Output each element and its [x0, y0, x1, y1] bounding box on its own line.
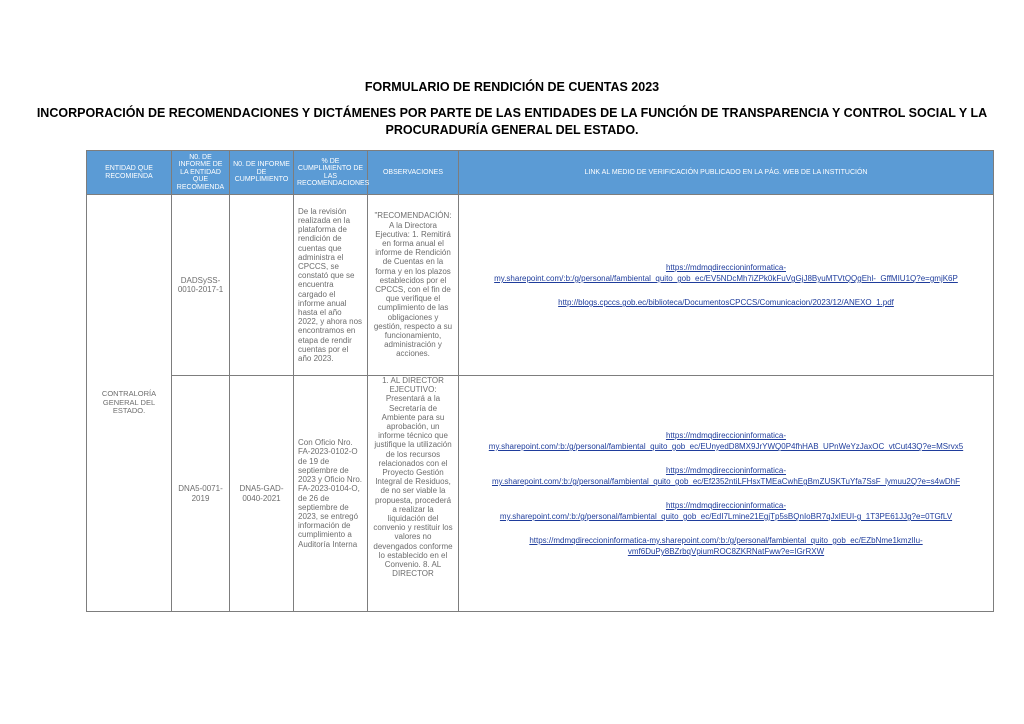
entity-cell: CONTRALORÍA GENERAL DEL ESTADO.	[87, 195, 172, 612]
recommendations-table	[86, 150, 994, 612]
link-line: https://mdmqdireccioninformatica-	[665, 431, 787, 440]
links-cell	[459, 376, 994, 612]
link-line: vmf6DuPy8BZrbqVpiumROC8ZKRNatFww?e=IGrRXW	[627, 547, 825, 556]
link-line: https://mdmqdireccioninformatica-	[665, 466, 787, 475]
header-observaciones: OBSERVACIONES	[368, 151, 459, 195]
table-row	[87, 376, 994, 612]
informe-entidad-cell: DNA5-0071-2019	[172, 376, 230, 612]
verification-link[interactable]	[461, 262, 991, 284]
link-line: https://mdmqdireccioninformatica-	[665, 263, 787, 272]
verification-link[interactable]	[461, 430, 991, 452]
verification-link[interactable]	[461, 500, 991, 522]
form-subtitle-line2: PROCURADURÍA GENERAL DEL ESTADO.	[385, 123, 639, 137]
table-header-row	[87, 151, 994, 195]
informe-entidad-cell: DADSySS-0010-2017-1	[172, 195, 230, 376]
header-porcentaje-cumplimiento: % DE CUMPLIMIENTO DE LAS RECOMENDACIONES	[294, 151, 368, 195]
form-subtitle	[0, 105, 1024, 139]
verification-link[interactable]	[461, 297, 991, 308]
header-entidad: ENTIDAD QUE RECOMIENDA	[87, 151, 172, 195]
verification-link[interactable]	[461, 465, 991, 487]
header-informe-cumplimiento: N0. DE INFORME DE CUMPLIMIENTO	[230, 151, 294, 195]
verification-link[interactable]	[461, 535, 991, 557]
header-informe-entidad: N0. DE INFORME DE LA ENTIDAD QUE RECOMIENDA	[172, 151, 230, 195]
table-row	[87, 195, 994, 376]
observaciones-cell	[368, 376, 459, 612]
cumplimiento-cell: Con Oficio Nro. FA-2023-0102-O de 19 de septiembre de 2023 y Oficio Nro. FA-2023-0104-O, de 26 de septiembre de 2023, se entregó información de cumplimiento a Auditoría Interna	[294, 376, 368, 612]
cumplimiento-cell: De la revisión realizada en la plataforma de rendición de cuentas que administra el CPCCS, se constató que se encuentra cargado el informe anual hasta el año 2022, y ahora nos encontramos en etapa de rendir cuentas por el año 2023.	[294, 195, 368, 376]
link-line: my.sharepoint.com/:b:/g/personal/fambiental_quito_gob_ec/EdI7Lmine21EgjTp5sBQnIoBR7qJxIEUI-g_1T3PE61JJg?e=0TGfLV	[499, 512, 953, 521]
form-subtitle-line1: INCORPORACIÓN DE RECOMENDACIONES Y DICTÁMENES POR PARTE DE LAS ENTIDADES DE LA FUNCIÓN DE TRANSPARENCIA Y CONTROL SOCIAL Y LA	[36, 106, 988, 120]
informe-cumplimiento-cell: DNA5-GAD-0040-2021	[230, 376, 294, 612]
links-cell	[459, 195, 994, 376]
link-line: https://mdmqdireccioninformatica-	[665, 501, 787, 510]
link-line: my.sharepoint.com/:b:/g/personal/fambiental_quito_gob_ec/Ef2352ntiLFHsxTMEaCwhEgBmZUSKTuYfa7SsF_lymuu2Q?e=s4wDhF	[491, 477, 960, 486]
link-line: http://blogs.cpccs.gob.ec/biblioteca/DocumentosCPCCS/Comunicacion/2023/12/ANEXO_1.pdf	[558, 298, 894, 307]
informe-cumplimiento-cell	[230, 195, 294, 376]
form-title: FORMULARIO DE RENDICIÓN DE CUENTAS 2023	[364, 80, 660, 94]
observaciones-text: 1. AL DIRECTOR EJECUTIVO: Presentará a la Secretaría de Ambiente para su aprobación, un informe técnico que justifique la utilización de los recursos relacionados con el Proyecto Gestión Integral de Residuos, de no ser viable la propuesta, procederá a realizar la liquidación del convenio y restituir los valores no devengados conforme lo establecido en el Convenio. 8. AL DIRECTOR	[373, 376, 453, 579]
link-line: my.sharepoint.com/:b:/g/personal/fambiental_quito_gob_ec/EV5NDcMh7iZPk0kFuVgGjJ8ByuMTVtQQgEhl-_GffMIU1Q?e=gmjK6P	[494, 274, 958, 283]
observaciones-cell: "RECOMENDACIÓN: A la Directora Ejecutiva: 1. Remitirá en forma anual el informe de Rendición de Cuentas en la forma y en los plazos establecidos por el CPCCS, con el fin de que verifique el cumplimiento de las obligaciones y gestión, respecto a su funcionamiento, administración y acciones.	[368, 195, 459, 376]
link-line: my.sharepoint.com/:b:/g/personal/fambiental_quito_gob_ec/EUnyedD8MX9JrYWQ0P4fhHAB_UPnWeYzJaxOC_vtCut43Q?e=MSrvx5	[488, 442, 964, 451]
header-link: LINK AL MEDIO DE VERIFICACIÓN PUBLICADO EN LA PÁG. WEB DE LA INSTITUCIÓN	[459, 151, 994, 195]
link-line: https://mdmqdireccioninformatica-my.sharepoint.com/:b:/g/personal/fambiental_quito_gob_ec/EZbNme1kmzlIu-	[529, 536, 923, 545]
